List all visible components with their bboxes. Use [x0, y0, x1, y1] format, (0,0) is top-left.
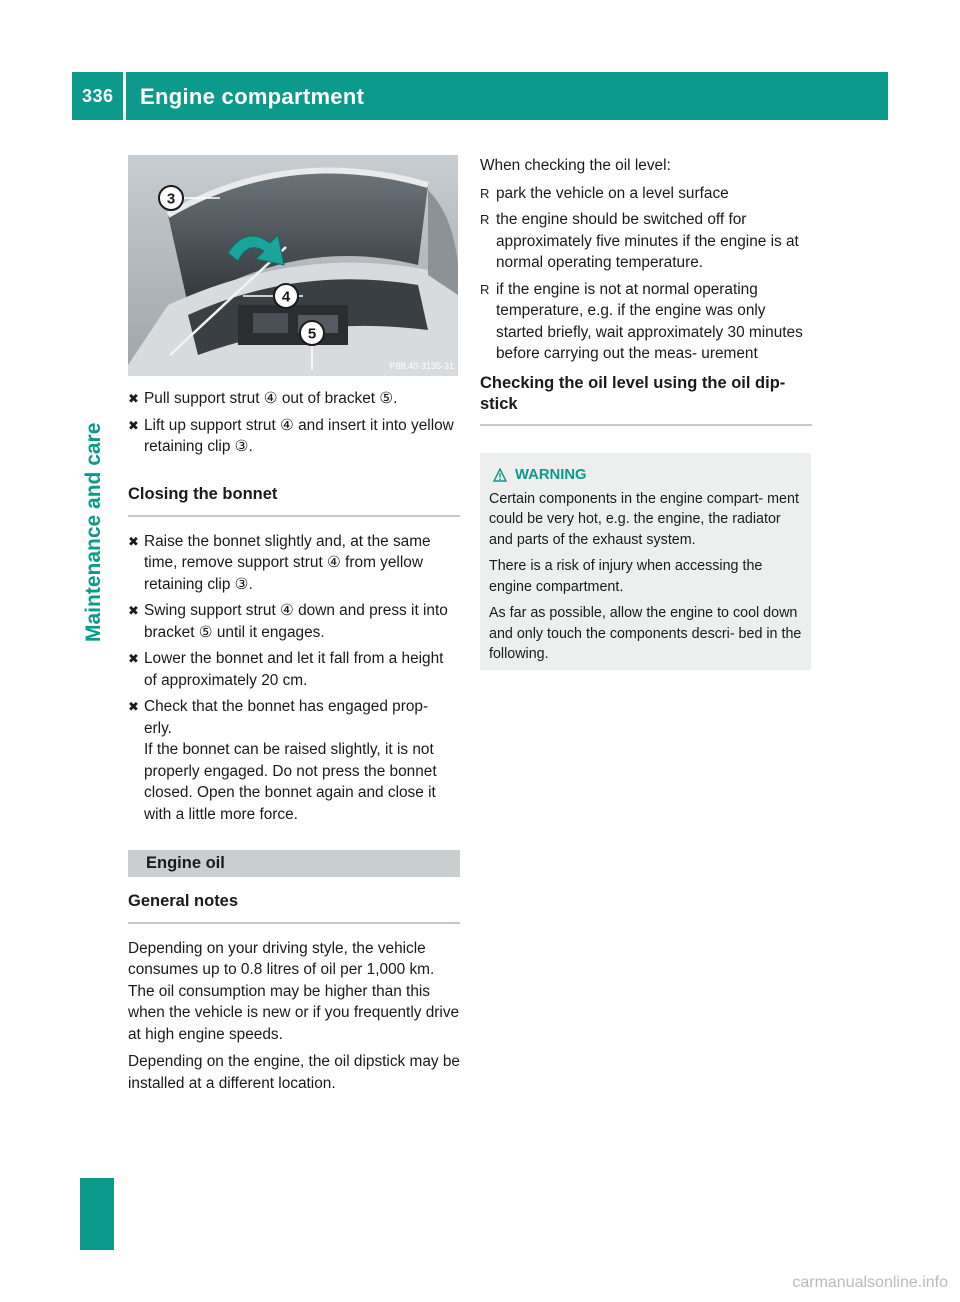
- svg-text:3: 3: [166, 190, 176, 208]
- warning-text: Certain components in the engine compart- ment could be very hot, e.g. the engine, the radiator and parts of the exhaust system.: [489, 490, 799, 548]
- step-arrow-icon: ✖: [128, 651, 139, 666]
- warning-text: There is a risk of injury when accessing the engine compartment.: [489, 558, 763, 595]
- dipstick-heading: Checking the oil level using the oil dip- stick: [480, 373, 812, 426]
- watermark: carmanualsonline.info: [792, 1274, 948, 1291]
- bonnet-photo: [128, 155, 458, 376]
- step-arrow-icon: ✖: [128, 603, 139, 618]
- warning-box: [480, 453, 811, 670]
- bullet-icon: R: [480, 185, 490, 201]
- callout-5: [300, 321, 324, 345]
- general-notes-heading: General notes: [128, 891, 460, 924]
- oil-check-intro: When checking the oil level:: [480, 157, 671, 174]
- header-divider: [123, 72, 126, 120]
- general-notes-paragraph: Depending on the engine, the oil dipstick may be installed at a different location.: [128, 1053, 460, 1092]
- closing-note: If the bonnet can be raised slightly, it is not properly engaged. Do not press the bonnet closed. Open the bonnet again and close it with a little more force.: [144, 741, 437, 823]
- step-arrow-icon: ✖: [128, 417, 139, 433]
- opening-steps: [128, 388, 460, 463]
- general-notes-paragraph: Depending on your driving style, the vehicle consumes up to 0.8 litres of oil per 1,000 km. The oil consumption may be higher than this when the vehicle is new or if you frequently drive at high engine speeds.: [128, 939, 460, 1043]
- bullet-icon: R: [480, 281, 490, 297]
- step-item: ✖ Check that the bonnet has engaged prop- erly.: [128, 698, 429, 737]
- svg-text:4: 4: [281, 288, 291, 306]
- side-tab-label: Maintenance and care: [82, 422, 105, 642]
- list-item: R if the engine is not at normal operating temperature, e.g. if the engine was only started briefly, wait approximately 30 minutes before carrying out the meas- urement: [480, 280, 803, 362]
- bullet-icon: R: [480, 212, 490, 227]
- step-arrow-icon: ✖: [128, 699, 139, 714]
- figure-code: P88.40-3135-31: [389, 361, 454, 371]
- closing-section: [128, 484, 460, 825]
- step-arrow-icon: ✖: [128, 391, 139, 406]
- section-title: Engine compartment: [140, 84, 365, 109]
- step-item: ✖ Pull support strut ④ out of bracket ⑤.: [128, 388, 460, 410]
- warning-text: As far as possible, allow the engine to cool down and only touch the components descri- bed in the following.: [489, 605, 802, 662]
- step-item: ✖ Lift up support strut ④ and insert it into yellow retaining clip ③.: [128, 416, 454, 455]
- bonnet-illustration: [128, 155, 458, 376]
- page-number: 336: [82, 86, 114, 106]
- engine-oil-band: Engine oil: [128, 850, 460, 877]
- closing-heading: Closing the bonnet: [128, 484, 460, 517]
- callout-3: [159, 186, 183, 210]
- step-item: ✖ Raise the bonnet slightly and, at the same time, remove support strut ④ from yellow retaining clip ③.: [128, 532, 431, 593]
- warning-triangle-icon: [493, 468, 507, 482]
- step-item: ✖ Lower the bonnet and let it fall from a height of approximately 20 cm.: [128, 650, 444, 689]
- callout-4: [274, 284, 298, 308]
- engine-oil-section: [128, 850, 460, 1094]
- warning-title: WARNING: [489, 465, 802, 486]
- side-tab-block: [80, 1178, 114, 1250]
- list-item: R park the vehicle on a level surface: [480, 183, 812, 205]
- list-item: R the engine should be switched off for approximately five minutes if the engine is at normal operating temperature.: [480, 211, 799, 271]
- step-arrow-icon: ✖: [128, 533, 139, 549]
- svg-text:5: 5: [307, 325, 317, 343]
- step-item: ✖ Swing support strut ④ down and press it into bracket ⑤ until it engages.: [128, 602, 448, 641]
- oil-check-section: [480, 155, 812, 440]
